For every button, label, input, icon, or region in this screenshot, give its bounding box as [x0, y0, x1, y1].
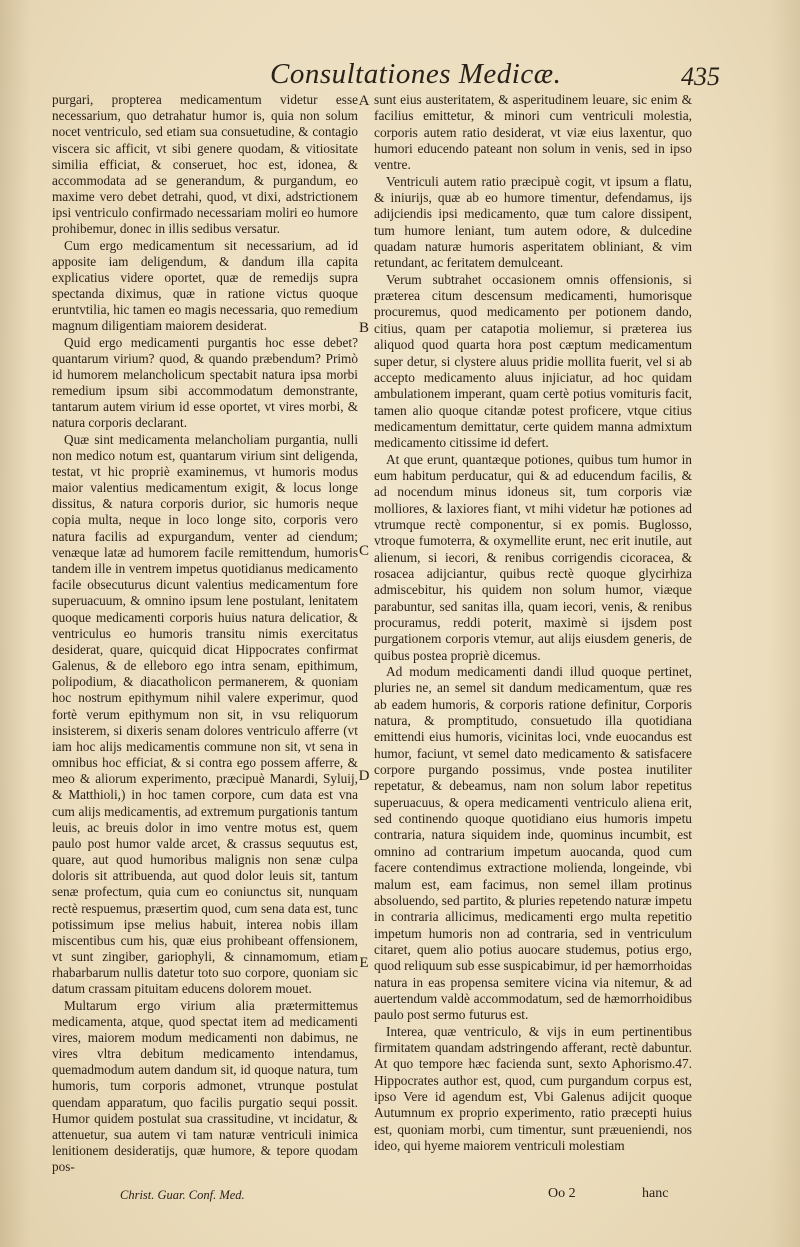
paragraph: Interea, quæ ventriculo, & vijs in eum pertinentibus firmitatem quandam adstringendo afferant, rectè dabuntur. At quo tempore hæc facienda sunt, sexto Aphorismo.47. Hippocrates author est, quod, cum purgandum corpus est, ipso Vere id agendum est, Vbi Galenus adijcit quoque Autumnum ex proprio experimento, ratio præcepti huius est, quoniam morbi, cum timentur, sunt præueniendi, nos ideo, qui hyeme maiorem ventriculi molestiam — [374, 1023, 692, 1153]
paragraph: Quid ergo medicamenti purgantis hoc esse debet? quantarum virium? quod, & quando præbendum? Primò id humorem melancholicum spectabit natura ipsa morbi remedium ipsum sibi accommodatum demonstrante, tantarum autem virium id esse oportet, vt vires morbi, & natura corporis declarant. — [52, 334, 358, 431]
right-text-column — [374, 92, 692, 1154]
paragraph: Verum subtrahet occasionem omnis offensionis, si præterea citum descensum medicamenti, humorisque procuremus, quod medicamento per potionem dando, citius, quam per catapotia moliemur, si præterea ius aliquod quod quarta hora post cæptum medicamentum super detur, si clystere aluus pridie mollita fuerit, vel si ab accepto medicamento aluus injiciatur, ad hoc quidam ambulationem imperant, quam certè potius vomituris facit, tamen alio quoque citandæ potest proficere, vtque citius medicamentum demittatur, certe quidem manna admixtum medicamento citissime id defert. — [374, 271, 692, 451]
page-number: 435 — [681, 62, 720, 91]
paragraph: Multarum ergo virium alia prætermittemus medicamenta, atque, quod spectat item ad medicamenti vires, maiorem modum medicamenti non dabimus, ne vires vltra debitum medicamento intendamus, quemadmodum autem dandum sit, id quoque natura, tum humoris, tum corporis admonet, vtrunque postulat quendam apparatum, quo facilis purgatio sequi possit. Humor quidem postulat sua crassitudine, vt incidatur, & attenuetur, sua autem vi tam naturæ ventriculi inimica lenitionem desideratijs, quæ humore, & tepore quodam pos- — [52, 997, 358, 1175]
paragraph: purgari, propterea medicamentum videtur esse necessarium, quo detrahatur humor is, quia non solum nocet ventriculo, sed etiam sua consuetudine, & contagio viscera sic afficit, vt sibi genere quodam, & vitiositate similia efficiat, & conseruet, hoc est, idonea, & accommodata ad se generandum, & purgandum, eo maxime vero debet detrahi, quod, vt dixi, adstrictionem ipsi ventriculo confirmado necessariam moliri eo humore prohibemur, donec in illis sedibus versatur. — [52, 92, 358, 237]
margin-marker-b: B — [358, 320, 369, 336]
left-text-column — [52, 92, 358, 1176]
margin-marker-e: E — [359, 955, 369, 971]
catchword: hanc — [642, 1186, 669, 1201]
paragraph: Cum ergo medicamentum sit necessarium, ad id apposite iam deligendum, & dandum illa capita explicatius videre oportet, quæ de remedijs supra spectanda diximus, quæ in ratione victus quoque eruntvtilia, hic tamen eo magis necessaria, quo remedium magnum diligentiam maiorem desiderat. — [52, 237, 358, 334]
margin-marker-c: C — [358, 543, 369, 559]
page-edge-shadow — [0, 0, 30, 1247]
paragraph: Quæ sint medicamenta melancholiam purgantia, nulli non medico notum est, quantarum virium sint deligenda, testat, vt hic propriè examinemus, vt humoris modus maior valentius medicamentum exigit, & locus longe dissitus, & natura corporis durior, sic humoris neque copia multa, neque in loco longe sito, corporis vero natura facilis ad expurgandum, venter ad ciendum; venæque latæ ad humorem facile remittendum, humoris tandem ille in ventrem impetus quotidianus medicamento facile obsecuturus dicunt valentius medicamentum fore superuacuum, & omnino ipsum lene postulant, lenitatem quoque medicamenti corporis huius natura delicatior, & ventriculus eo humoris transitu nimis exercitatus desiderat, quare, quicquid dicat Hippocrates confirmat Galenus, & de elleboro ego intra senam, epithimum, polipodium, & diacatholicon permanerem, & quoniam hoc nostrum epithymum nihil valere experimur, quod fortè verum epithymum non sit, in vsu reliquorum insisterem, si dixeris senam dolores ventriculo afferre (vt iam hoc alijs medicamentis commune non sit, vt sena in omnibus hoc efficiat, & si contra ego possem afferre, & meo & aliorum experimento, præcipuè Manardi, Syluij, & Matthioli,) in hoc tamen corpore, cum data est vna cum alijs medicamentis, ad extremum purgationis tantum leuis, ac breuis dolor in imo ventre motus est, quem paulo post humor valde arcet, & crassus sequutus est, quare, aut quod humoribus malignis non senæ culpa doloris sit attribuenda, aut quod dolor leuis sit, tantum senæ profectum, quia cum eo coniunctus sit, nunquam rectè respuemus, præsertim quod, cum sena data est, tunc potissimum ipse melius habuit, interea nobis illam miscentibus cum his, quæ eius prohibeant offensionem, vt sunt zingiber, gariophyli, & cinnamomum, etiam rhabarbarum nullis datetur toto suo corpore, quoniam sic datum crassam pituitam educens dolorem mouet. — [52, 431, 358, 997]
running-title: Consultationes Medicæ. — [270, 58, 562, 90]
page-edge-shadow — [770, 0, 800, 1247]
printer-signature: Christ. Guar. Conf. Med. — [120, 1188, 245, 1202]
paragraph: At que erunt, quantæque potiones, quibus tum humor in eum habitum perducatur, qui & ad educendum facilis, & ad nocendum minus idoneus sit, tum corporis viæ molliores, & laxiores fiant, vt mihi videtur hæ potiones ad vtrumque rectè componentur, si ex pomis. Buglosso, vtroque fumoterra, & oxymellite erunt, nec erit inutile, aut alienum, si iecori, & renibus corrigendis cicoracea, & rosacea adijciantur, quibus rectè quoque glycirhiza admiscebitur, his quidem non solum humor, viæque parabuntur, sed sanitas illa, quam iecori, venis, & renibus procuramus, reddi poterit, maximè si ijsdem post purgationem corporis vtemur, aut alijs eiusdem generis, de quibus postea propriè dicemus. — [374, 451, 692, 663]
margin-marker-d: D — [358, 768, 370, 784]
paragraph: Ventriculi autem ratio præcipuè cogit, vt ipsum a flatu, & iniurijs, quæ ab eo humore timentur, defendamus, ijs adijciendis ipsi medicamento, quæ tum calore dissipent, tum humore leniant, tum autem odore, & dulcedine quadam naturæ humoris asperitatem obliniant, & vim retundant, ac feritatem demulceant. — [374, 173, 692, 271]
paragraph: sunt eius austeritatem, & asperitudinem leuare, sic enim & facilius emittetur, & minori cum ventriculi molestia, corporis autem ratio desiderat, vt viæ eius laxentur, quo humori educendo pateant non solum in venis, sed in ipso ventre. — [374, 92, 692, 173]
margin-marker-a: A — [358, 93, 370, 109]
paragraph: Ad modum medicamenti dandi illud quoque pertinet, pluries ne, an semel sit dandum medicamentum, quæ res ab eadem humoris, & corporis ratione definitur, Corporis natura, & promptitudo, consuetudo illa quotidiana emittendi eius humoris, vicinitas loci, vnde euocandus est humor, faciunt, vt semel dato medicamento & satisfacere corpore purgando possimus, vnde postea inutiliter repetatur, & debeamus, nam non solum labor repetitus superuacuus, & opera medicamenti ventriculo aliena erit, sed continendo quoque quotidiano eius humoris impetu contraria, natura siquidem inde, quominus incumbit, est omnino ad contrarium impetum auocanda, quod cum facere contendimus extractione molienda, longeinde, vbi malum est, eam facimus, non semel illam protinus absoluendo, sed partito, & pluries repetendo naturæ impetu in contraria allicimus, medicamenti ergo multa repetitio impetum humoris non ad contraria, sed in ventriculum citaret, quem alio potius auocare studemus, potius ergo, quod reliquum sub esse suspicabimur, id per hæmorrhoidas natura in eas propensa semitere vicina via nitemur, & ad auertendum valdè accommodatum, sed de hæmorrhoidibus paulo post sermo futurus est. — [374, 664, 692, 1023]
sheet-signature-mark: Oo 2 — [548, 1186, 576, 1201]
